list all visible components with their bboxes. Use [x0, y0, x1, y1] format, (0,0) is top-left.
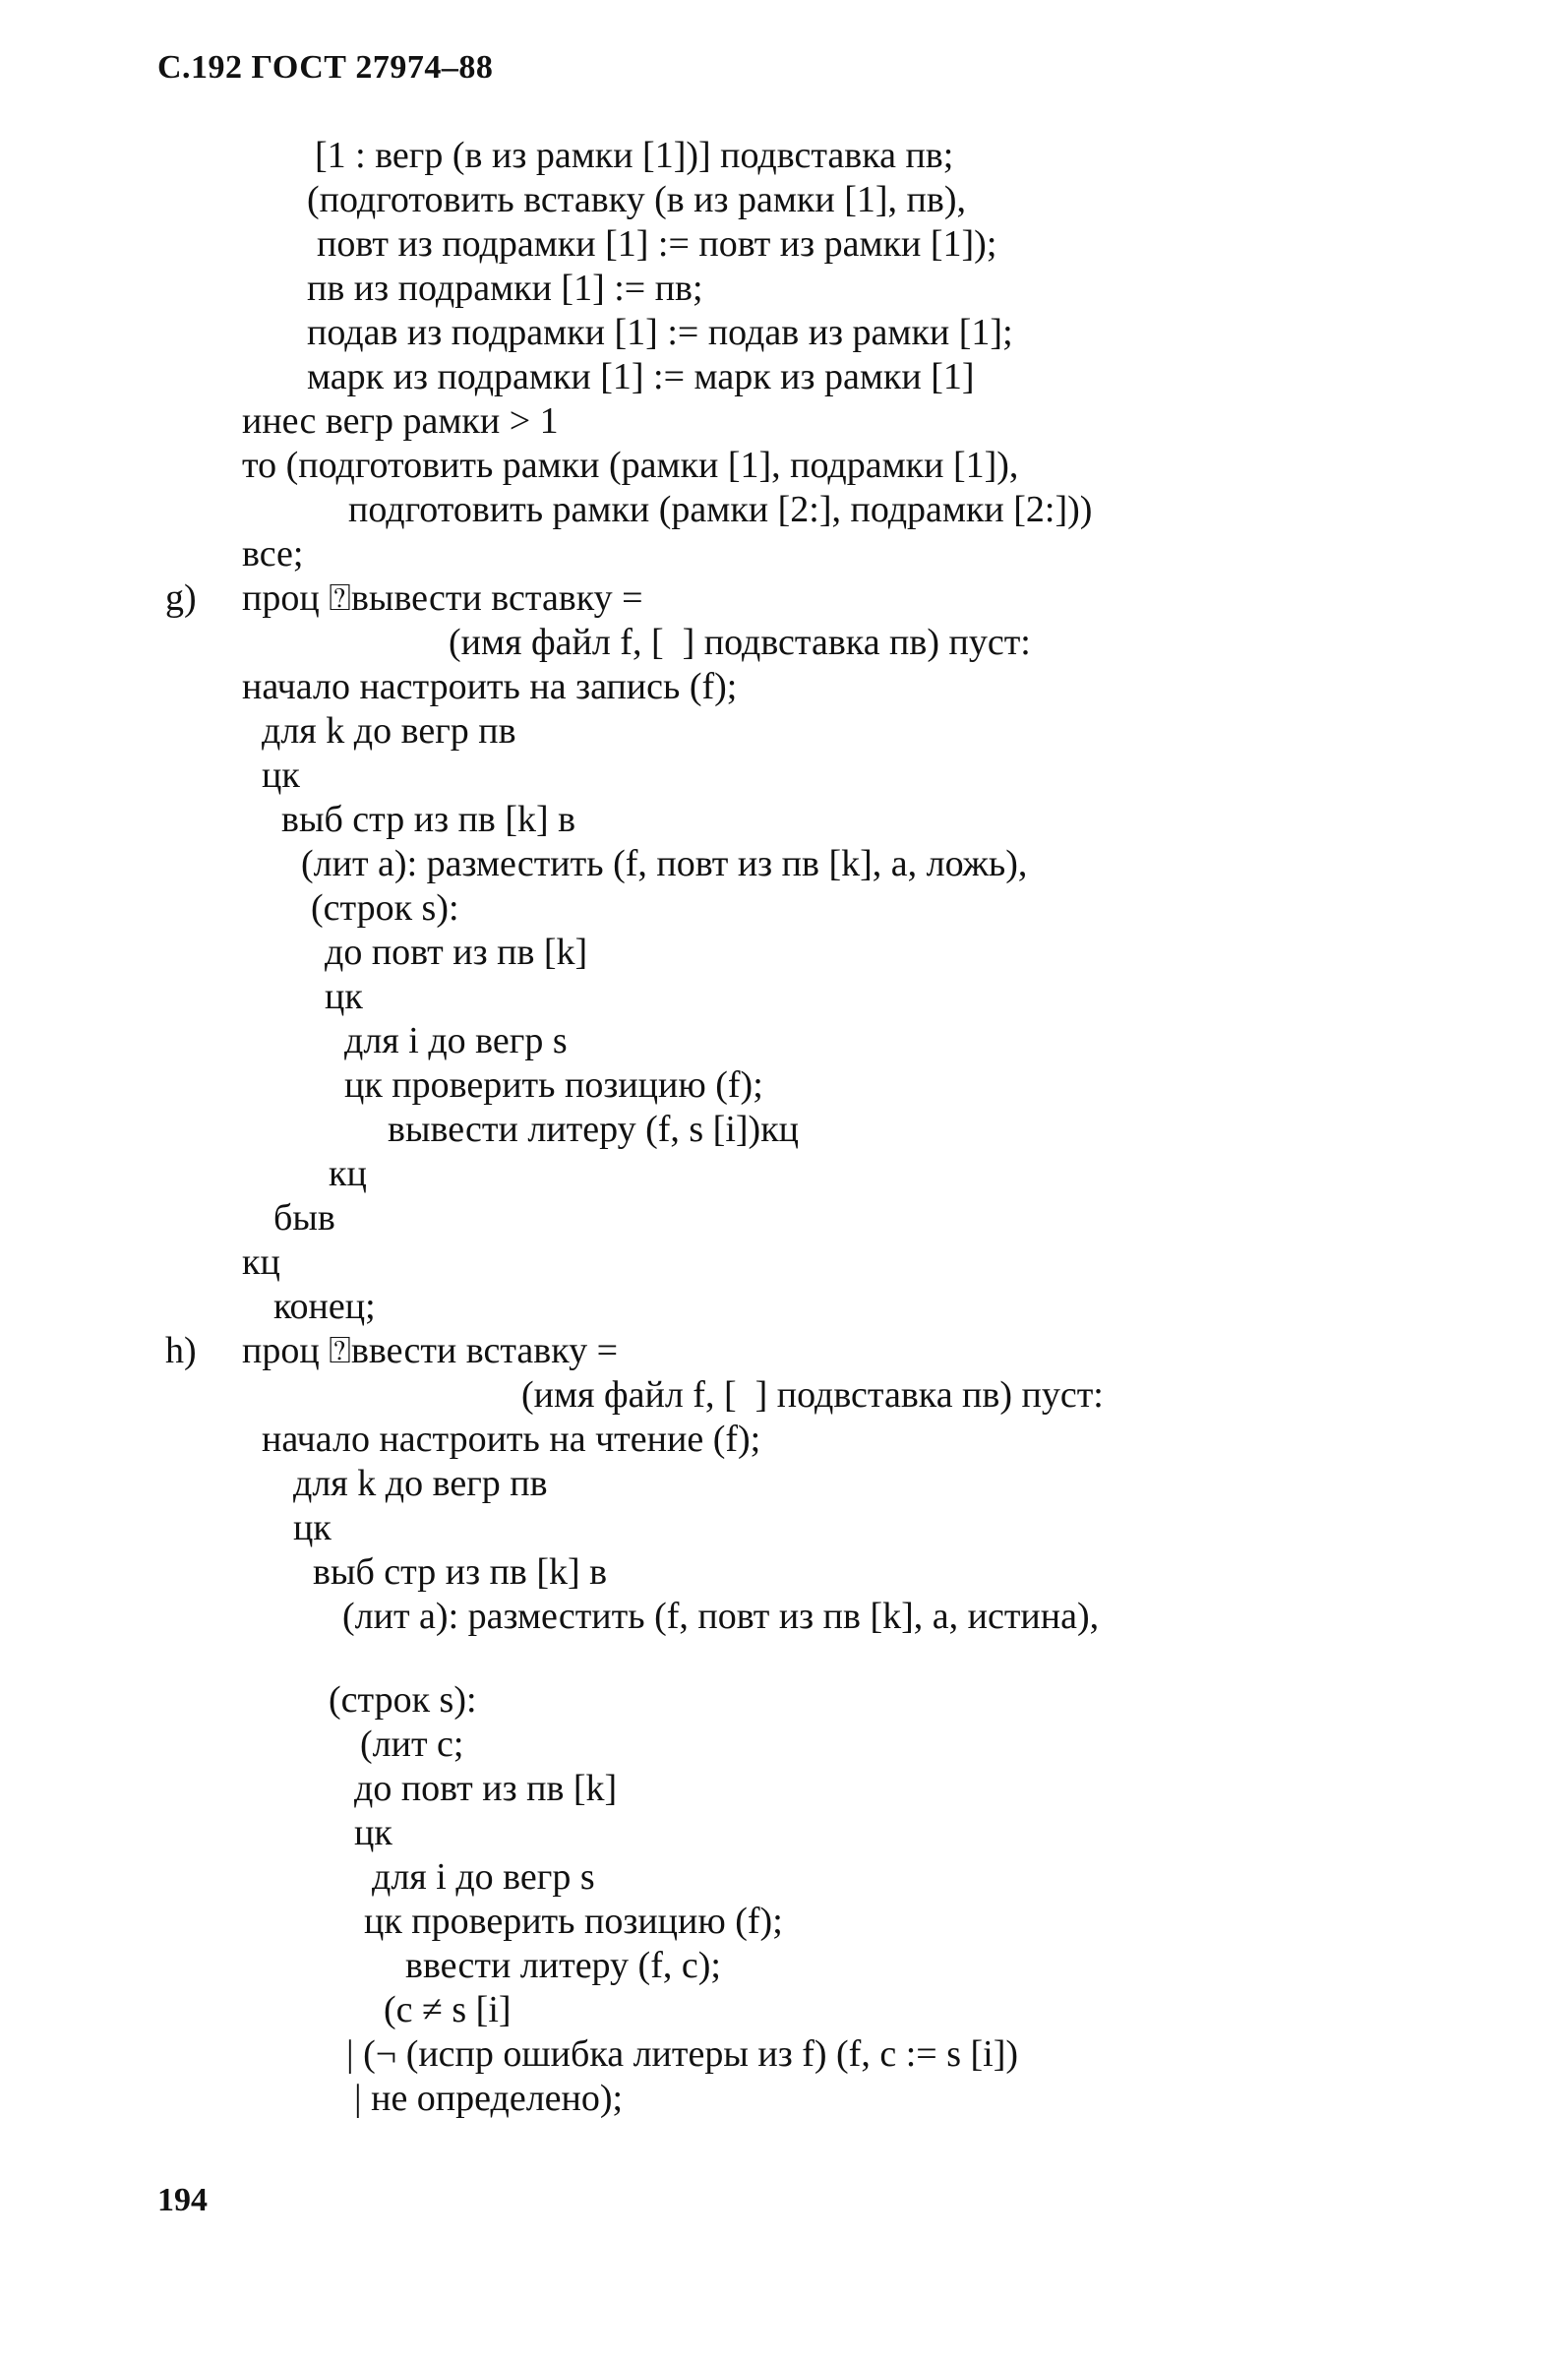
code-line: до повт из пв [k] [325, 932, 588, 973]
code-line: проц ⍰вывести вставку = [242, 577, 643, 619]
code-line: (имя файл f, [ ] подвставка пв) пуст: [449, 622, 1031, 663]
code-line: подав из подрамки [1] := подав из рамки [1]; [307, 312, 1013, 353]
code-line: кц [329, 1153, 367, 1194]
code-line: (строк s): [329, 1679, 477, 1721]
code-line: | (¬ (испр ошибка литеры из f) (f, с := s [i]) [346, 2033, 1018, 2075]
code-line: пв из подрамки [1] := пв; [307, 268, 703, 309]
code-line: начало настроить на запись (f); [242, 666, 738, 707]
code-line: до повт из пв [k] [354, 1768, 618, 1809]
code-line: (с ≠ s [i] [384, 1989, 512, 2030]
code-line: проц ⍰ввести вставку = [242, 1330, 619, 1371]
code-line: цк [262, 755, 300, 796]
code-line: конец; [273, 1286, 376, 1327]
code-line: вывести литеру (f, s [i])кц [388, 1109, 799, 1150]
page-header: С.192 ГОСТ 27974–88 [157, 49, 494, 86]
code-line: (имя файл f, [ ] подвставка пв) пуст: [521, 1374, 1104, 1416]
code-line: (подготовить вставку (в из рамки [1], пв), [307, 179, 966, 220]
code-line: цк проверить позицию (f); [364, 1901, 783, 1942]
code-line: | не определено); [354, 2078, 624, 2119]
code-line: для k до вегр пв [262, 710, 516, 752]
code-line: (лит с; [360, 1724, 464, 1765]
code-line: [1 : вегр (в из рамки [1])] подвставка пв; [315, 135, 954, 176]
code-line: цк [293, 1507, 332, 1548]
code-line: выб стр из пв [k] в [313, 1551, 608, 1593]
code-line: марк из подрамки [1] := марк из рамки [1] [307, 356, 975, 397]
item-label-h: h) [165, 1330, 197, 1371]
code-line: кц [242, 1241, 280, 1283]
item-label-g: g) [165, 577, 197, 619]
code-line: быв [273, 1197, 335, 1239]
code-line: для i до вегр s [372, 1856, 595, 1898]
code-line: повт из подрамки [1] := повт из рамки [1]); [317, 223, 997, 265]
code-line: (лит а): разместить (f, повт из пв [k], а, ложь), [301, 843, 1028, 884]
code-line: цк [354, 1812, 392, 1853]
code-line: инес вегр рамки > 1 [242, 400, 559, 442]
code-line: цк [325, 976, 363, 1017]
code-line: (лит а): разместить (f, повт из пв [k], а, истина), [342, 1596, 1100, 1637]
code-line: ввести литеру (f, с); [405, 1945, 721, 1986]
code-line: для i до вегр s [344, 1020, 568, 1061]
code-line: все; [242, 533, 304, 575]
code-line: цк проверить позицию (f); [344, 1064, 763, 1106]
code-line: начало настроить на чтение (f); [262, 1419, 761, 1460]
code-line: для k до вегр пв [293, 1463, 548, 1504]
code-line: подготовить рамки (рамки [2:], подрамки [2:])) [348, 489, 1093, 530]
code-line: то (подготовить рамки (рамки [1], подрамки [1]), [242, 445, 1019, 486]
page-number: 194 [157, 2182, 208, 2218]
code-line: (строк s): [311, 887, 459, 929]
code-line: выб стр из пв [k] в [281, 799, 576, 840]
